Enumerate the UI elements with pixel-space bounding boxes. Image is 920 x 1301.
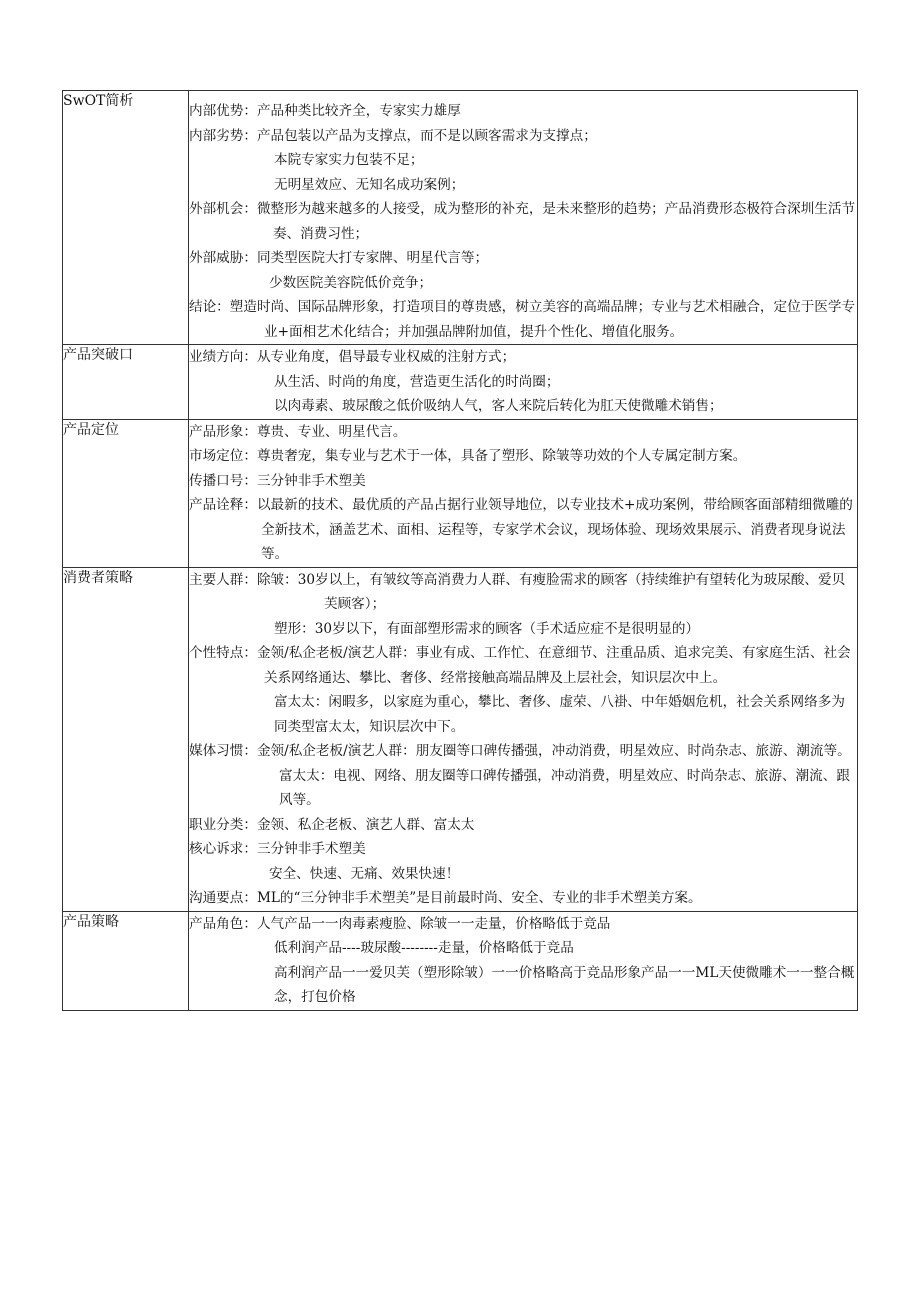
breakthrough-content: [189, 345, 858, 420]
consumer-core-appeal: 核心诉求：三分钟非手术塑美: [189, 841, 366, 857]
consumer-communication: 沟通要点：ML的“三分钟非手术塑美”是目前最时尚、安全、专业的非手术塑美方案。: [189, 890, 702, 906]
product-strategy-label: 产品策略: [63, 911, 189, 1010]
consumer-traits-2: 富太太：闲暇多，以家庭为重心，攀比、奢侈、虚荣、八褂、中年婚姻危机，社会关系网络多为同类型富太太，知识层次中下。: [274, 694, 845, 735]
consumer-shaping: 塑形：30岁以下，有面部塑形需求的顾客（手术适应症不是很明显的）: [274, 620, 700, 637]
swot-threat-2: 少数医院美容院低价竞争；: [269, 274, 433, 291]
swot-content: [189, 91, 858, 345]
consumer-label: 消费者策略: [63, 567, 189, 911]
swot-opportunity: 外部机会：微整形为越来越多的人接受，成为整形的补充，是未来整形的趋势；产品消费形态极符合深圳生活节奏、消费习性；: [189, 201, 856, 242]
consumer-media-2: 富太太：电视、网络、朋友圈等口碑传播强，冲动消费，明星效应、时尚杂志、旅游、潮流、跟风等。: [279, 767, 850, 808]
product-strategy-content: [189, 911, 858, 1010]
positioning-row: [63, 419, 858, 567]
consumer-traits: 个性特点：金领/私企老板/演艺人群：事业有成、工作忙、在意细节、注重品质、追求完美、有家庭生活、社会关系网络通达、攀比、奢侈、经常接触高端品牌及上层社会，知识层次中上。: [189, 645, 851, 686]
swot-weakness-2: 本院专家实力包装不足；: [274, 152, 424, 168]
positioning-image: 产品形象：尊贵、专业、明星代言。: [189, 423, 407, 440]
breakthrough-line-3: 以肉毒素、玻尿酸之低价吸纳人气，客人来院后转化为肛天使微雕术销售；: [274, 398, 723, 414]
breakthrough-label: 产品突破口: [63, 345, 189, 420]
swot-weakness-3: 无明星效应、无知名成功案例；: [274, 176, 465, 193]
consumer-occupation: 职业分类：金领、私企老板、演艺人群、富太太: [189, 816, 475, 833]
product-strategy-low-profit: 低利润产品----玻尿酸--------走量，价格略低于竞品: [274, 940, 574, 956]
swot-threat: 外部威胁：同类型医院大打专家牌、明星代言等；: [189, 250, 489, 266]
consumer-core-appeal-2: 安全、快速、无痛、效果快速！: [269, 865, 460, 882]
product-strategy-high-profit: 高利润产品一一爱贝芙（塑形除皱）一一价格略高于竞品形象产品一一ML天使微雕术一一整合概念，打包价格: [274, 964, 855, 1005]
consumer-row: [63, 567, 858, 911]
strategy-table: [62, 90, 858, 1011]
positioning-market: 市场定位：尊贵奢宠，集专业与艺术于一体，具备了塑形、除皱等功效的个人专属定制方案。: [189, 448, 747, 464]
swot-weakness: 内部劣势：产品包装以产品为支撑点，而不是以顾客需求为支撑点；: [189, 127, 597, 144]
swot-conclusion: 结论：塑造时尚、国际品牌形象，打造项目的尊贵感，树立美容的高端品牌；专业与艺术相融合，定位于医学专业+面相艺术化结合；并加强品牌附加值，提升个性化、增值化服务。: [189, 299, 856, 340]
swot-row: [63, 91, 858, 345]
breakthrough-row: [63, 345, 858, 420]
swot-strength: 内部优势：产品种类比较齐全，专家实力雄厚: [189, 103, 461, 119]
product-strategy-row: [63, 911, 858, 1010]
consumer-media: 媒体习惯：金领/私企老板/演艺人群：朋友圈等口碑传播强，冲动消费，明星效应、时尚杂志、旅游、潮流等。: [189, 743, 851, 759]
breakthrough-line-2: 从生活、时尚的角度，营造更生活化的时尚圈；: [274, 373, 560, 390]
breakthrough-line-1: 业绩方向：从专业角度，倡导最专业权威的注射方式；: [189, 349, 516, 365]
consumer-main-group: 主要人群：除皱：30岁以上，有皱纹等高消费力人群、有瘦脸需求的顾客（持续维护有望转化为玻尿酸、爱贝芙顾客）；: [189, 571, 846, 612]
swot-label: SwOT简析: [63, 91, 189, 345]
consumer-content: [189, 567, 858, 911]
positioning-label: 产品定位: [63, 419, 189, 567]
positioning-interpretation: 产品诠释：以最新的技术、最优质的产品占据行业领导地位，以专业技术+成功案例，带给顾客面部精细微雕的全新技术，涵盖艺术、面相、运程等，专家学术会议，现场体验、现场效果展示、消费者现身说法等。: [189, 497, 853, 562]
positioning-content: [189, 419, 858, 567]
positioning-slogan: 传播口号：三分钟非手术塑美: [189, 472, 366, 489]
product-strategy-role: 产品角色：人气产品一一肉毒素瘦脸、除皱一一走量，价格略低于竞品: [189, 915, 611, 932]
